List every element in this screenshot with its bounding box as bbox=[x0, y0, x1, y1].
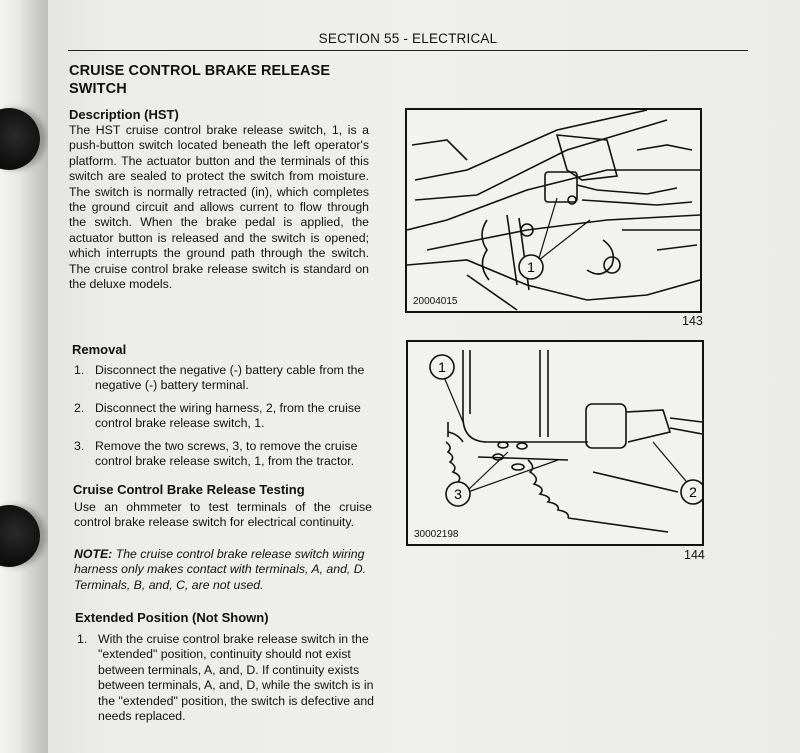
note-label: NOTE: bbox=[74, 547, 113, 561]
page-title bbox=[69, 62, 369, 98]
removal-heading: Removal bbox=[72, 342, 127, 357]
title-line-1: CRUISE CONTROL BRAKE RELEASE bbox=[69, 63, 331, 79]
binder-hole bbox=[0, 505, 40, 567]
callout-label: 1 bbox=[527, 259, 535, 275]
removal-step: 1. Disconnect the negative (-) battery cable from the negative (-) battery terminal. bbox=[74, 363, 365, 393]
figure-number: 144 bbox=[684, 548, 705, 562]
manual-page bbox=[48, 0, 800, 753]
figure-144-illustration bbox=[406, 340, 704, 546]
removal-step: 2. Disconnect the wiring harness, 2, from the cruise control brake release switch, 1. bbox=[74, 400, 361, 431]
brake-switch-detail-illustration bbox=[408, 342, 702, 544]
callout-label: 2 bbox=[689, 484, 697, 500]
brake-switch-location-illustration bbox=[407, 110, 700, 311]
extended-steps bbox=[72, 632, 374, 731]
description-text: The HST cruise control brake release switch, 1, is a push-button switch located beneath the left operator's platform. The actuator button and the terminals of this switch are sealed to protect the switch from moisture. The switch is normally retracted (in), which completes the ground circuit and allows current to flow through the switch. When the brake pedal is applied, the actuator button is released and the switch is opened; which interrupts the ground path through the switch. The cruise control brake release switch is standard on the deluxe models. bbox=[69, 123, 369, 292]
figure-id: 20004015 bbox=[413, 296, 458, 307]
figure-number: 143 bbox=[682, 314, 703, 328]
testing-text: Use an ohmmeter to test terminals of the cruise control brake release switch for electrical continuity. bbox=[74, 500, 372, 530]
testing-heading: Cruise Control Brake Release Testing bbox=[73, 482, 305, 497]
title-line-2: SWITCH bbox=[69, 81, 127, 97]
removal-steps bbox=[69, 363, 371, 476]
callout-label: 1 bbox=[438, 359, 446, 375]
section-header: SECTION 55 - ELECTRICAL bbox=[68, 28, 748, 51]
book-binding-edge bbox=[0, 0, 48, 753]
extended-heading: Extended Position (Not Shown) bbox=[75, 610, 269, 625]
figure-143-photo bbox=[405, 108, 702, 313]
figure-id: 30002198 bbox=[414, 529, 459, 540]
note-text: The cruise control brake release switch wiring harness only makes contact with terminals, A, and, D. Terminals, B, and, C, are not used. bbox=[74, 547, 367, 592]
removal-step: 3. Remove the two screws, 3, to remove the cruise control brake release switch, 1, from the tractor. bbox=[74, 438, 358, 469]
extended-step: 1. With the cruise control brake release switch in the "extended" position, continuity should not exist between terminals, A, and, D. If continuity exists between terminals, A, and, D, while the switch is in the "extended" position, the switch is defective and needs replaced. bbox=[77, 632, 375, 724]
description-heading: Description (HST) bbox=[69, 107, 179, 122]
callout-label: 3 bbox=[454, 486, 462, 502]
note-block bbox=[74, 547, 372, 593]
binder-hole bbox=[0, 108, 40, 170]
